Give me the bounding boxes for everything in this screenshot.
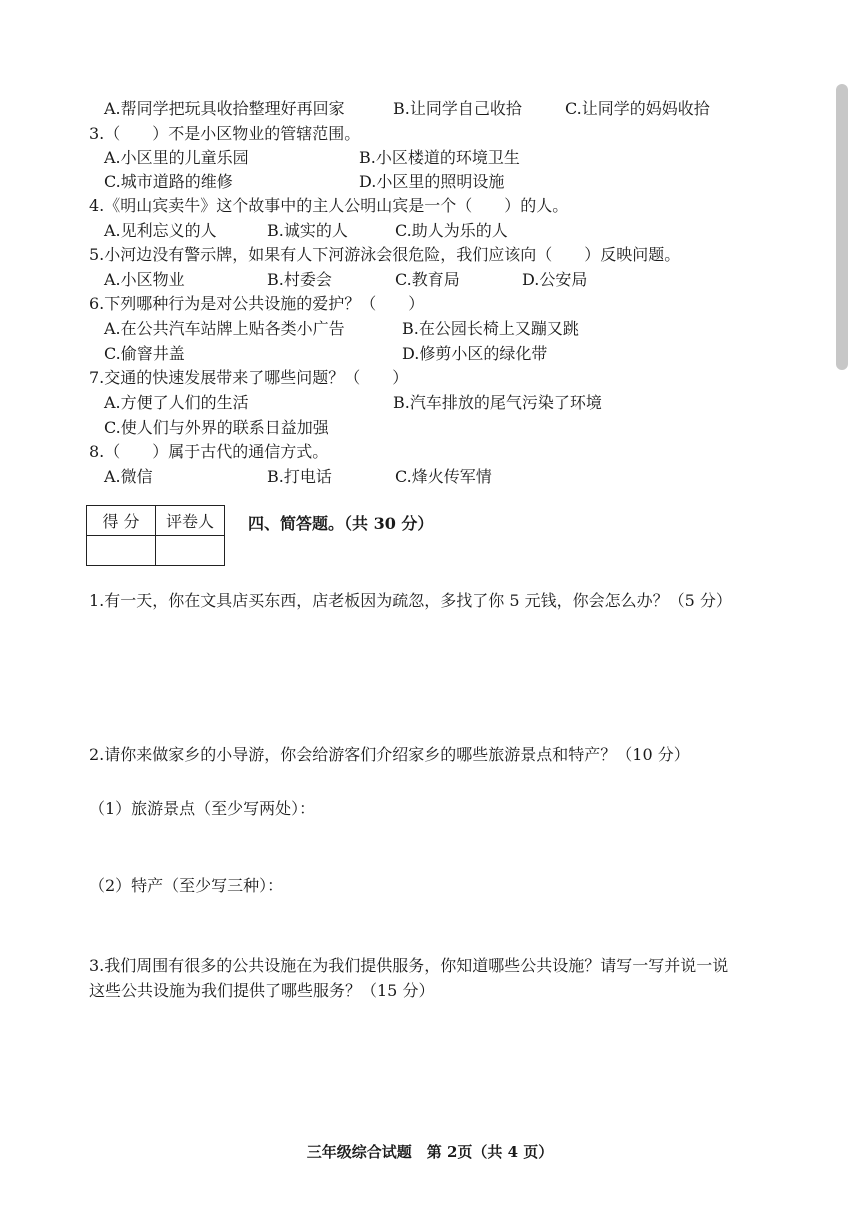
q7-option-c: C.使人们与外界的联系日益加强 [104,418,329,437]
q3-option-c: C.城市道路的维修 [104,172,233,191]
q5-option-c: C.教育局 [395,270,460,289]
q5-option-b: B.村委会 [267,270,332,289]
q3-option-b: B.小区楼道的环境卫生 [359,148,520,167]
q4-stem: 4.《明山宾卖牛》这个故事中的主人公明山宾是一个（ ）的人。 [89,196,569,215]
q5-stem: 5.小河边没有警示牌，如果有人下河游泳会很危险，我们应该向（ ）反映问题。 [89,245,681,264]
q8-option-c: C.烽火传军情 [395,467,492,486]
q7-option-a: A.方便了人们的生活 [104,393,249,412]
q8-option-a: A.微信 [104,467,153,486]
q4-option-c: C.助人为乐的人 [395,221,508,240]
q7-option-b: B.汽车排放的尾气污染了环境 [393,393,602,412]
q6-stem: 6.下列哪种行为是对公共设施的爱护？（ ） [89,294,425,313]
grader-label: 评卷人 [156,506,225,536]
q4-option-a: A.见利忘义的人 [104,221,217,240]
short-question-2: 2.请你来做家乡的小导游，你会给游客们介绍家乡的哪些旅游景点和特产？（10 分） [89,745,690,764]
q6-option-d: D.修剪小区的绿化带 [402,344,548,363]
grader-cell[interactable] [156,536,225,566]
q7-stem: 7.交通的快速发展带来了哪些问题？（ ） [89,368,409,387]
short-question-1: 1.有一天，你在文具店买东西，店老板因为疏忽，多找了你 5 元钱，你会怎么办？（5 分） [89,591,732,610]
short-question-3-line-1: 3.我们周围有很多的公共设施在为我们提供服务，你知道哪些公共设施？请写一写并说一说 [89,956,729,975]
short-question-2-part-2: （2）特产（至少写三种）： [89,876,284,895]
q4-option-b: B.诚实的人 [267,221,348,240]
q8-stem: 8.（ ）属于古代的通信方式。 [89,442,329,461]
q3-stem: 3.（ ）不是小区物业的管辖范围。 [89,124,361,143]
q3-option-d: D.小区里的照明设施 [359,172,505,191]
q3-option-a: A.小区里的儿童乐园 [104,148,249,167]
q6-option-c: C.偷窨井盖 [104,344,185,363]
q2-option-c: C.让同学的妈妈收拾 [565,99,710,118]
q5-option-a: A.小区物业 [104,270,185,289]
section-4-title: 四、简答题。（共 30 分） [248,514,434,533]
score-table [86,505,225,566]
q6-option-a: A.在公共汽车站牌上贴各类小广告 [104,319,345,338]
page-footer: 三年级综合试题 第 2页（共 4 页） [306,1143,554,1161]
score-label: 得 分 [87,506,156,536]
q2-option-b: B.让同学自己收拾 [393,99,522,118]
q5-option-d: D.公安局 [522,270,588,289]
score-cell[interactable] [87,536,156,566]
short-question-2-part-1: （1）旅游景点（至少写两处）： [89,799,316,818]
q8-option-b: B.打电话 [267,467,332,486]
short-question-3-line-2: 这些公共设施为我们提供了哪些服务？（15 分） [89,981,435,1000]
scrollbar[interactable] [836,84,848,370]
q6-option-b: B.在公园长椅上又蹦又跳 [402,319,579,338]
q2-option-a: A.帮同学把玩具收拾整理好再回家 [104,99,345,118]
